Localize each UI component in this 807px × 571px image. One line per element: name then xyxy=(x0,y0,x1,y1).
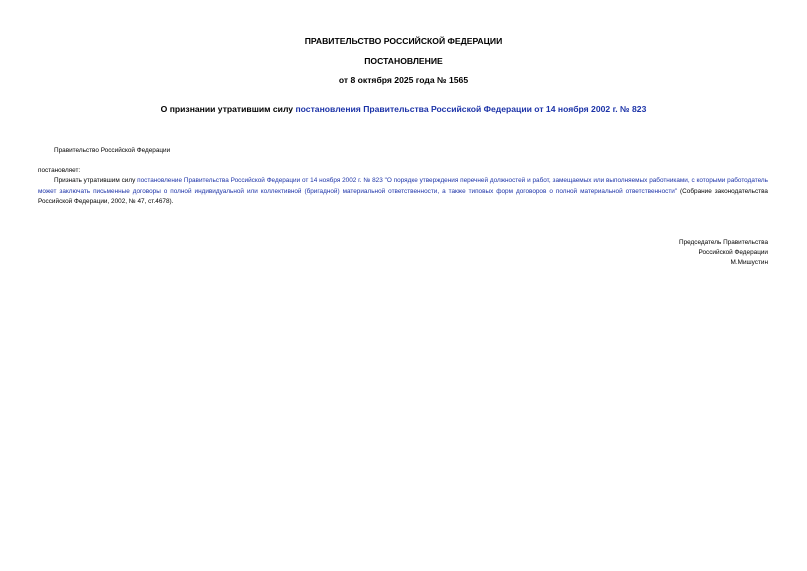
signature-block xyxy=(679,238,768,269)
document-type-heading: ПОСТАНОВЛЕНИЕ xyxy=(364,56,443,66)
body-paragraph-suffix: (Собрание законодательства Российской Федерации, 2002, № 47, ст.4678). xyxy=(38,187,768,205)
government-intro-text: Правительство Российской Федерации xyxy=(54,147,171,154)
body-paragraph-link[interactable]: постановление Правительства Российской Федерации от 14 ноября 2002 г. № 823 "О порядке утверждения перечней должностей и работ, замещаемых или выполняемых работниками, с которыми работодатель может заключать письменные договоры о полной индивидуальной или коллективной (бригадной) материальной ответственности, а также типовых форм договоров о полной материальной ответственности" xyxy=(38,177,768,195)
government-heading: ПРАВИТЕЛЬСТВО РОССИЙСКОЙ ФЕДЕРАЦИИ xyxy=(304,36,503,46)
document-title-prefix: О признании утратившим силу xyxy=(160,104,296,114)
document-title-link[interactable]: постановления Правительства Российской Федерации от 14 ноября 2002 г. № 823 xyxy=(295,104,647,114)
decides-text: постановляет: xyxy=(38,167,81,174)
signature-organization: Российской Федерации xyxy=(698,249,768,257)
signature-position: Председатель Правительства xyxy=(679,239,768,246)
document-date-number: от 8 октября 2025 года № 1565 xyxy=(338,75,469,85)
body-paragraph-prefix: Признать утратившим силу xyxy=(54,177,138,184)
document-title xyxy=(0,104,807,115)
body-paragraph xyxy=(38,176,768,208)
signature-name: М.Мишустин xyxy=(730,259,768,267)
